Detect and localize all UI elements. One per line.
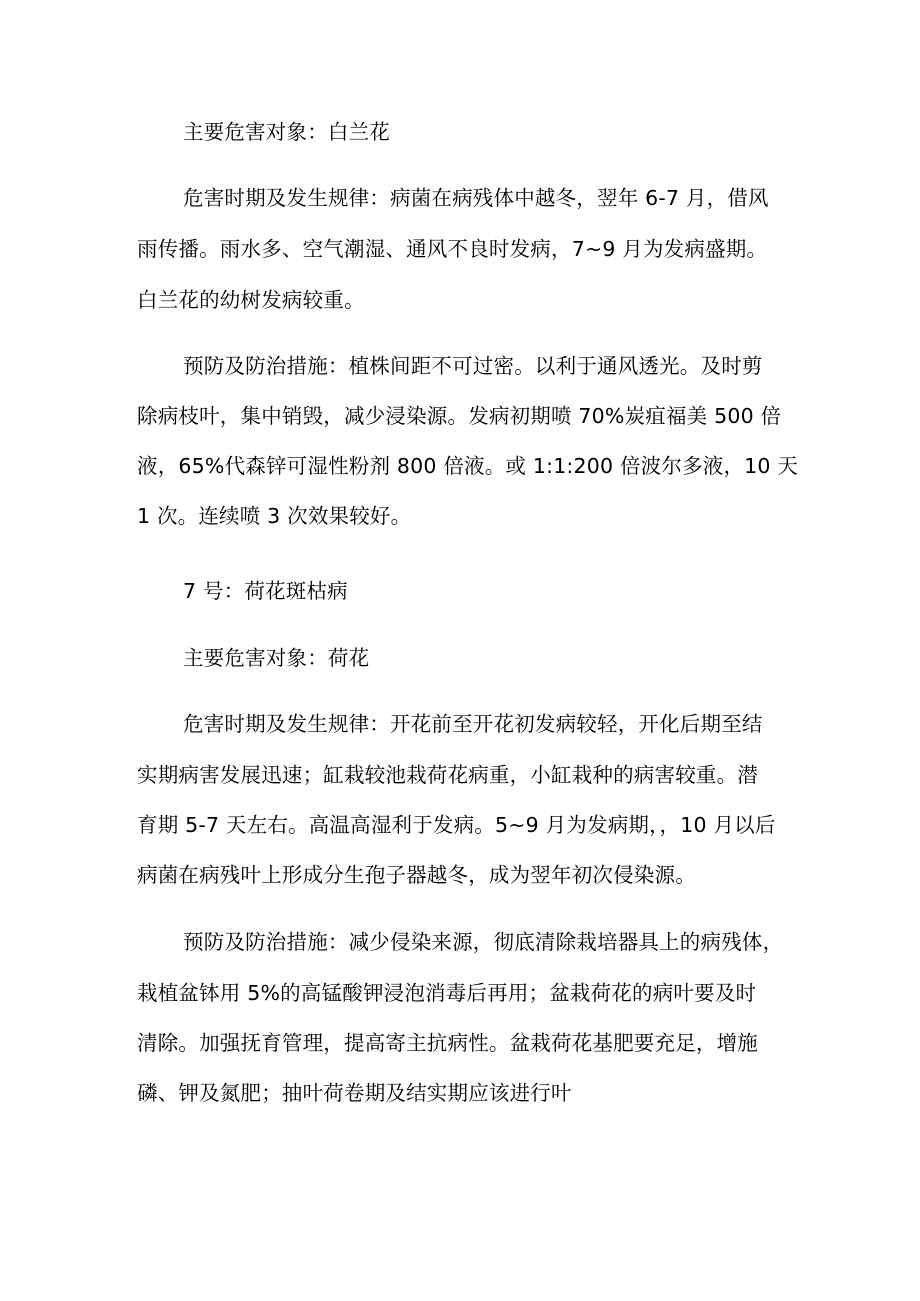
period-line-1-1: 危害时期及发生规律：病菌在病残体中越冬，翌年 6-7 月，借风: [183, 186, 769, 210]
prevention-line-2-1: 预防及防治措施：减少侵染来源，彻底清除栽培器具上的病残体，: [183, 930, 784, 954]
prevention-line-2-2: 栽植盆钵用 5%的高锰酸钾浸泡消毒后再用；盆栽荷花的病叶要及时: [137, 981, 757, 1005]
target-line-2: 主要危害对象：荷花: [183, 646, 370, 670]
period-line-2-1: 危害时期及发生规律：开花前至开花初发病较轻，开化后期至结: [183, 712, 763, 736]
prevention-line-2-4: 磷、钾及氮肥；抽叶荷卷期及结实期应该进行叶: [137, 1081, 572, 1105]
prevention-line-1-2: 除病枝叶，集中销毁，减少浸染源。发病初期喷 70%炭疽福美 500 倍: [137, 404, 782, 428]
target-line-1: 主要危害对象：白兰花: [183, 120, 390, 144]
period-line-1-2: 雨传播。雨水多、空气潮湿、通风不良时发病，7~9 月为发病盛期。: [137, 237, 768, 261]
prevention-line-1-1: 预防及防治措施：植株间距不可过密。以利于通风透光。及时剪: [183, 354, 763, 378]
prevention-line-2-3: 清除。加强抚育管理，提高寄主抗病性。盆栽荷花基肥要充足，增施: [137, 1031, 758, 1055]
prevention-line-1-4: 1 次。连续喷 3 次效果较好。: [137, 504, 412, 528]
period-line-2-3: 育期 5-7 天左右。高温高湿利于发病。5~9 月为发病期，，10 月以后: [137, 813, 776, 837]
section-heading-7: 7 号：荷花斑枯病: [183, 579, 348, 603]
prevention-line-1-3: 液，65%代森锌可湿性粉剂 800 倍液。或 1:1:200 倍波尔多液，10 天: [137, 454, 799, 478]
period-line-2-4: 病菌在病残叶上形成分生孢子器越冬，成为翌年初次侵染源。: [137, 863, 696, 887]
period-line-1-3: 白兰花的幼树发病较重。: [137, 288, 365, 312]
period-line-2-2: 实期病害发展迅速；缸栽较池栽荷花病重，小缸栽种的病害较重。潜: [137, 763, 758, 787]
